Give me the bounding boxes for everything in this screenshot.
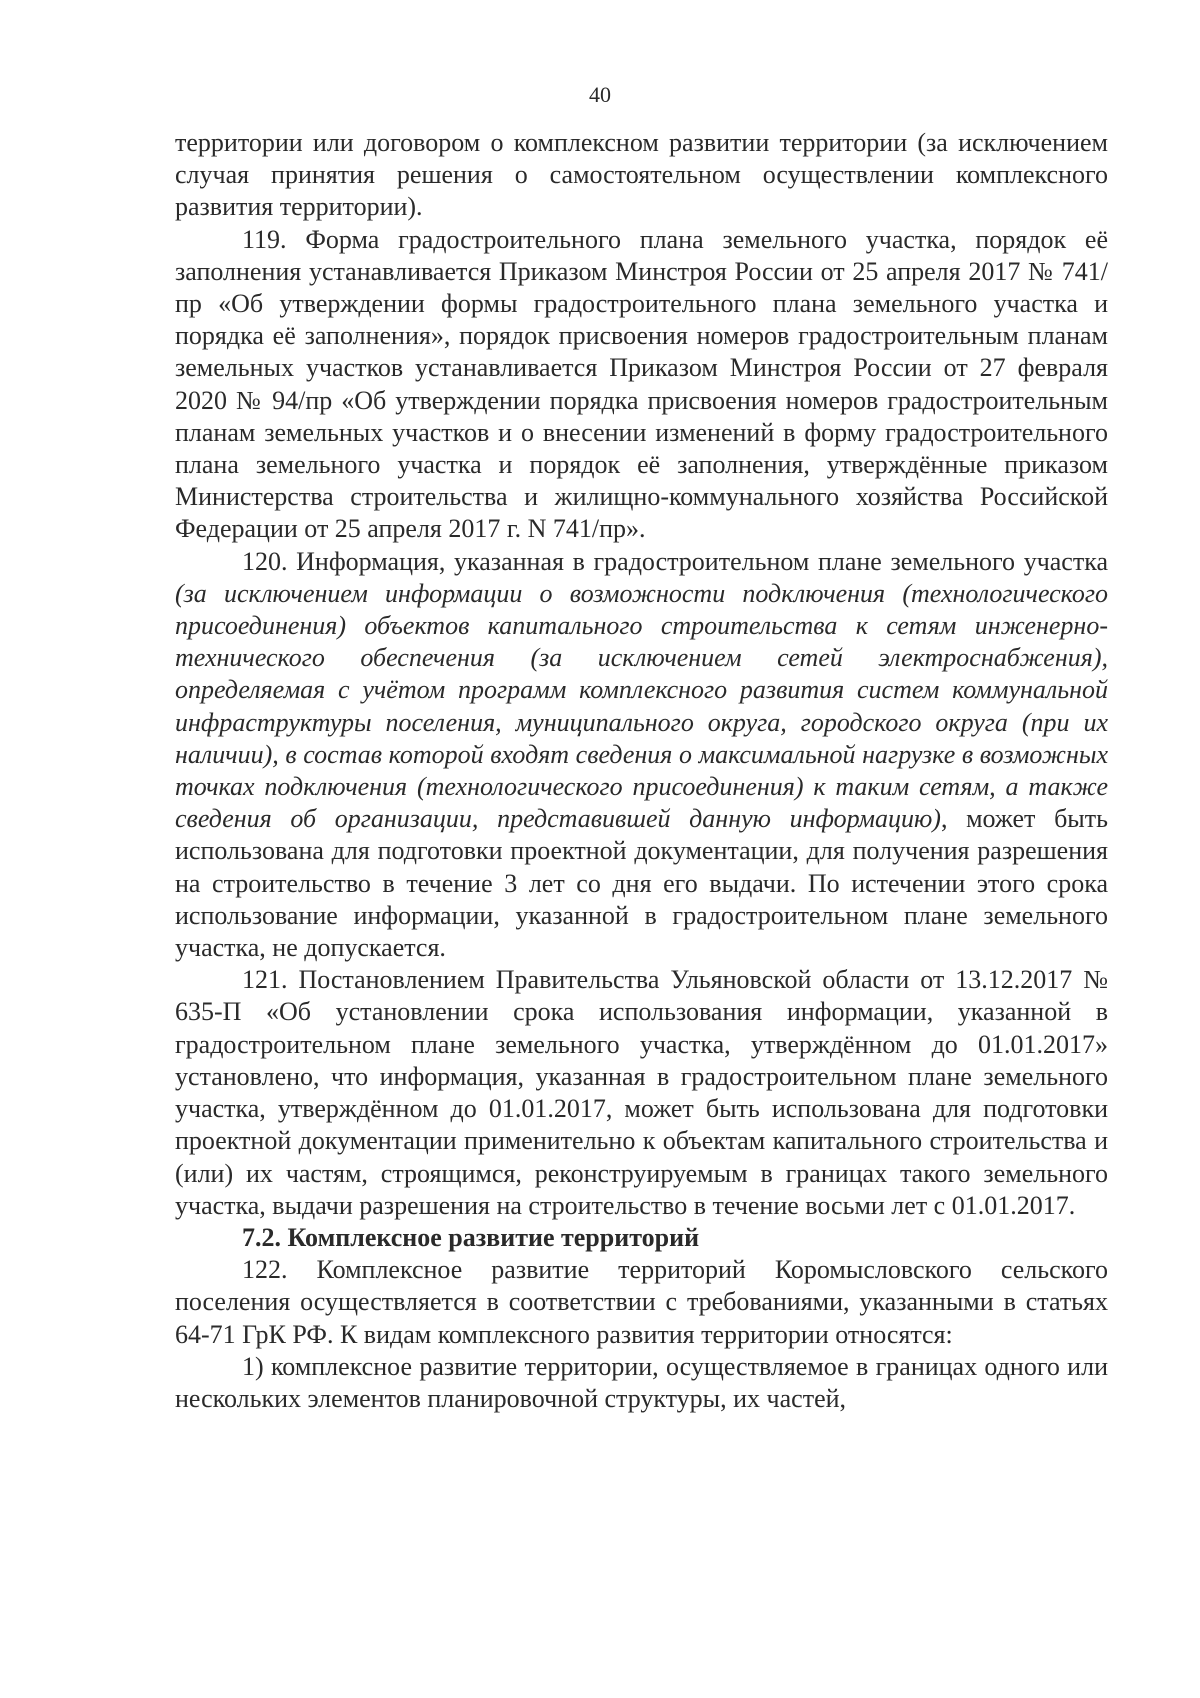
paragraph-122: 122. Комплексное развитие территорий Коромысловского сельского поселения осуществляется в соответствии с требованиями, указанными в статьях 64-71 ГрК РФ. К видам комплексного развития территории относятся:: [175, 1255, 1108, 1349]
paragraph-continuation: территории или договором о комплексном развитии территории (за исключением случая принятия решения о самостоятельном осуществлении комплексного развития территории).: [175, 128, 1108, 222]
section-heading: 7.2. Комплексное развитие территорий: [242, 1222, 700, 1252]
paragraph-121: 121. Постановлением Правительства Ульяновской области от 13.12.2017 № 635-П «Об установлении срока использования информации, указанной в градостроительном плане земельного участка, утверждённом до 01.01.2017» установлено, что информация, указанная в градостроительном плане земельного участка, утверждённом до 01.01.2017, может быть использована для подготовки проектной документации применительно к объектам капитального строительства и (или) их частям, строящимся, реконструируемым в границах такого земельного участка, выдачи разрешения на строительство в течение восьми лет с 01.01.2017.: [175, 965, 1108, 1220]
page-number: 40: [589, 82, 611, 107]
document-body: [175, 127, 1108, 1415]
paragraph-120-italic: (за исключением информации о возможности подключения (технологического присоединения) объектов капитального строительства к сетям инженерно-технического обеспечения (за исключением сетей электроснабжения), определяемая с учётом программ комплексного развития систем коммунальной инфраструктуры поселения, муниципального округа, городского округа (при их наличии), в состав которой входят сведения о максимальной нагрузке в возможных точках подключения (технологического присоединения) к таким сетям, а также сведения об организации, представившей данную информацию): [175, 578, 1108, 834]
paragraph-120: [175, 546, 1108, 965]
list-item-1: 1) комплексное развитие территории, осуществляемое в границах одного или нескольких элементов планировочной структуры, их частей,: [175, 1351, 1108, 1413]
paragraph-119: 119. Форма градостроительного плана земельного участка, порядок её заполнения устанавливается Приказом Минстроя России от 25 апреля 2017 № 741/пр «Об утверждении формы градостроительного плана земельного участка и порядка её заполнения», порядок присвоения номеров градостроительным планам земельных участков устанавливается Приказом Минстроя России от 27 февраля 2020 № 94/пр «Об утверждении порядка присвоения номеров градостроительным планам земельных участков и о внесении изменений в форму градостроительного плана земельного участка и порядок её заполнения, утверждённые приказом Министерства строительства и жилищно-коммунального хозяйства Российской Федерации от 25 апреля 2017 г. N 741/пр».: [175, 224, 1108, 544]
paragraph-120-start: 120. Информация, указанная в градостроительном плане земельного участка: [242, 546, 1108, 576]
paragraph-120-end: , может быть использована для подготовки проектной документации, для получения разрешения на строительство в течение 3 лет со дня его выдачи. По истечении этого срока использование информации, указанной в градостроительном плане земельного участка, не допускается.: [175, 804, 1108, 963]
